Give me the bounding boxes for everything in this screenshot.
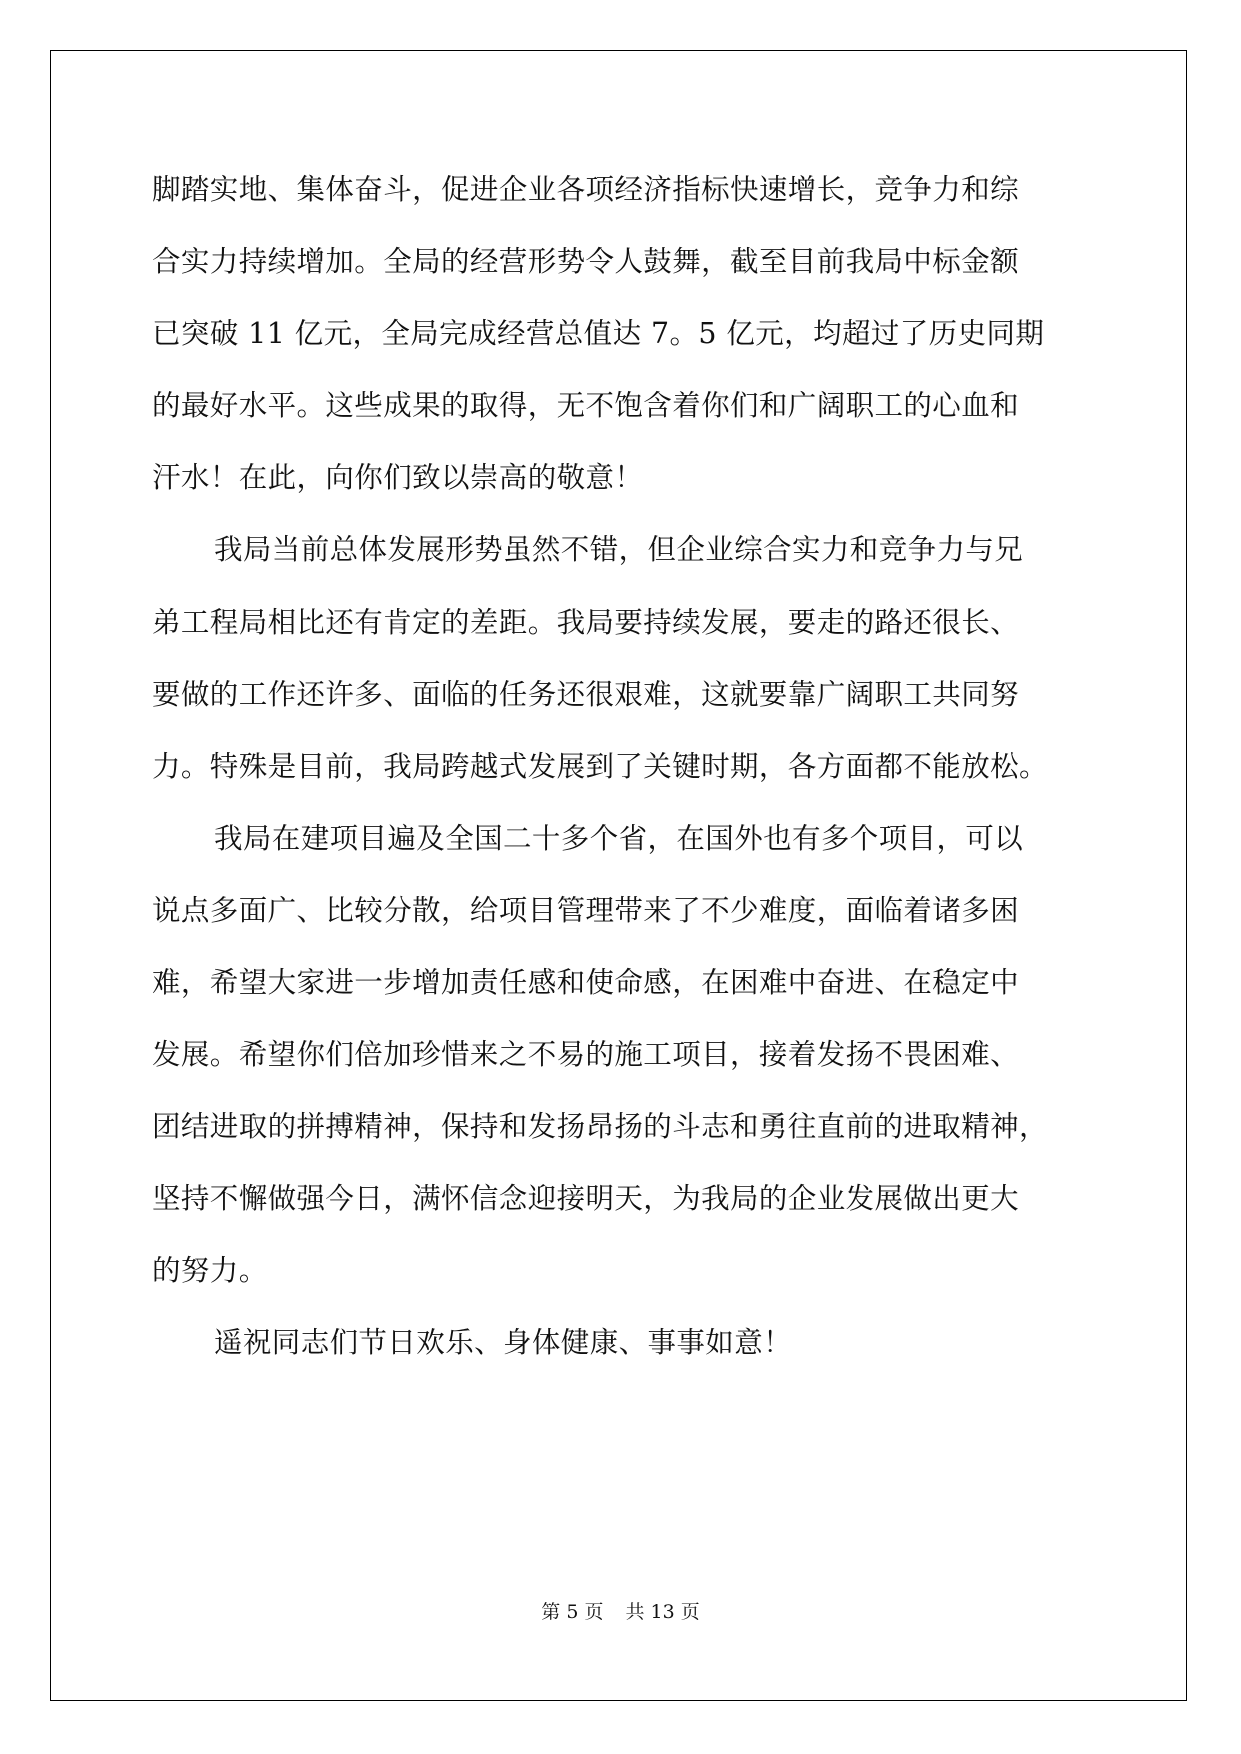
text-line: 力。特殊是目前，我局跨越式发展到了关键时期，各方面都不能放松。 — [152, 750, 1048, 783]
text-line: 发展。希望你们倍加珍惜来之不易的施工项目，接着发扬不畏困难、 — [152, 1038, 1020, 1071]
text-line: 汗水！在此，向你们致以崇高的敬意！ — [152, 461, 644, 494]
text-line: 团结进取的拼搏精神，保持和发扬昂扬的斗志和勇往直前的进取精神， — [152, 1110, 1048, 1143]
text-line: 合实力持续增加。全局的经营形势令人鼓舞，截至目前我局中标金额 — [152, 245, 1020, 278]
page-total: 共 13 页 — [625, 1601, 700, 1623]
text-line: 脚踏实地、集体奋斗，促进企业各项经济指标快速增长，竞争力和综 — [152, 173, 1020, 206]
page-footer — [0, 1598, 1241, 1626]
text-line: 要做的工作还许多、面临的任务还很艰难，这就要靠广阔职工共同努 — [152, 678, 1020, 711]
text-line: 我局在建项目遍及全国二十多个省，在国外也有多个项目，可以 — [214, 822, 1024, 855]
text-line: 的努力。 — [152, 1254, 268, 1287]
text-line: 遥祝同志们节日欢乐、身体健康、事事如意！ — [214, 1326, 793, 1359]
text-line: 说点多面广、比较分散，给项目管理带来了不少难度，面临着诸多困 — [152, 894, 1020, 927]
text-line: 我局当前总体发展形势虽然不错，但企业综合实力和竞争力与兄 — [214, 533, 1024, 566]
page-border — [50, 50, 1187, 1701]
text-line: 的最好水平。这些成果的取得，无不饱含着你们和广阔职工的心血和 — [152, 389, 1020, 422]
text-line: 坚持不懈做强今日，满怀信念迎接明天，为我局的企业发展做出更大 — [152, 1182, 1020, 1215]
text-line: 难，希望大家进一步增加责任感和使命感，在困难中奋进、在稳定中 — [152, 966, 1020, 999]
text-line: 弟工程局相比还有肯定的差距。我局要持续发展，要走的路还很长、 — [152, 606, 1020, 639]
text-line: 已突破 11 亿元，全局完成经营总值达 7。5 亿元，均超过了历史同期 — [152, 317, 1045, 350]
page-number: 第 5 页 — [541, 1601, 604, 1623]
